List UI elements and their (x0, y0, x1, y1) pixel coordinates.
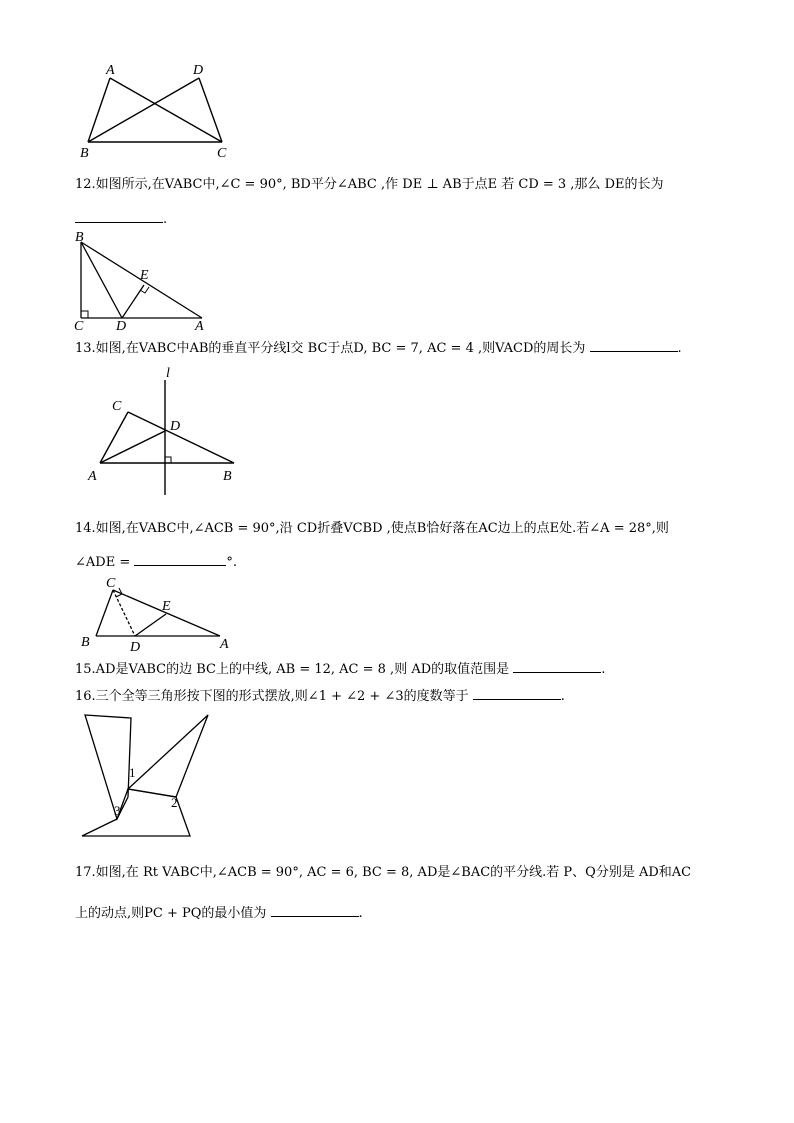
question-14-angle: ∠ADE = (75, 555, 131, 570)
answer-blank-17[interactable] (271, 904, 359, 917)
label-a: A (106, 63, 115, 78)
segment-bd (81, 242, 122, 318)
segment-ac (110, 78, 222, 142)
label-d: D (193, 63, 204, 78)
question-17-line1 (75, 864, 691, 882)
question-16: 16.三个全等三角形按下图的形式摆放,则∠1 + ∠2 + ∠3的度数等于 . (75, 689, 565, 704)
label-angle-3: 3 (114, 803, 121, 818)
question-13: 13.如图,在VABC中AB的垂直平分线l交 BC于点D, BC = 7, AC = 4 ,则VACD的周长为 . (75, 341, 682, 356)
label-c: C (217, 146, 227, 161)
label-c: C (74, 319, 84, 334)
label-angle-1: 1 (129, 765, 136, 780)
label-b: B (223, 469, 232, 484)
question-15: 15.AD是VABC的边 BC上的中线, AB = 12, AC = 8 ,则 AD的取值范围是 . (75, 662, 606, 677)
label-l: l (166, 366, 170, 381)
answer-blank-15[interactable] (513, 660, 601, 673)
label-angle-2: 2 (171, 795, 178, 810)
right-angle-c (81, 311, 88, 318)
label-e: E (140, 268, 149, 283)
figure-q14 (76, 572, 236, 654)
question-15-text: 15.AD是VABC的边 BC上的中线, AB = 12, AC = 8 ,则 AD的取值范围是 (75, 662, 510, 677)
label-b: B (75, 230, 84, 245)
label-c: C (106, 576, 116, 591)
question-14-text: 14.如图,在VABC中,∠ACB = 90°,沿 CD折叠VCBD ,使点B恰好落在AC边上的点E处.若∠A = 28°,则 (75, 521, 669, 536)
label-b: B (80, 146, 89, 161)
label-e: E (162, 599, 171, 614)
label-d: D (170, 419, 181, 434)
segment-ad (100, 431, 165, 463)
figure-q12 (68, 230, 218, 332)
answer-blank-16[interactable] (473, 687, 561, 700)
question-12-text: 12.如图所示,在VABC中,∠C = 90°, BD平分∠ABC ,作 DE ⊥ AB于点E 若 CD = 3 ,那么 DE的长为 (75, 177, 664, 192)
figure-q13 (84, 362, 244, 502)
label-c: C (112, 399, 122, 414)
label-a: A (195, 319, 204, 334)
label-d: D (116, 319, 127, 334)
question-13-text: 13.如图,在VABC中AB的垂直平分线l交 BC于点D, BC = 7, AC = 4 ,则VACD的周长为 (75, 341, 586, 356)
segment-cd (199, 78, 222, 142)
triangle-right (128, 715, 208, 797)
answer-blank-14[interactable] (134, 553, 226, 566)
triangle-left (85, 715, 131, 819)
question-12-answer: . (75, 210, 167, 229)
figure-q16 (78, 710, 218, 840)
answer-blank-12[interactable] (75, 210, 163, 223)
question-14-line1 (75, 520, 669, 538)
label-d: D (130, 640, 141, 655)
segment-de (135, 614, 166, 636)
segment-bd (88, 78, 199, 142)
label-b: B (81, 635, 90, 650)
question-17-tail: 上的动点,则PC + PQ的最小值为 (75, 906, 267, 921)
question-17-line2: 上的动点,则PC + PQ的最小值为 . (75, 906, 363, 921)
segment-cb (128, 412, 234, 463)
segment-cb (96, 590, 113, 636)
segment-ab (88, 78, 110, 142)
question-16-text: 16.三个全等三角形按下图的形式摆放,则∠1 + ∠2 + ∠3的度数等于 (75, 689, 469, 704)
answer-blank-13[interactable] (590, 339, 678, 352)
question-14-line2: ∠ADE = °. (75, 555, 237, 570)
question-12 (75, 176, 663, 194)
label-a: A (88, 469, 97, 484)
label-a: A (220, 637, 229, 652)
figure-abcd (70, 58, 250, 163)
right-angle-mark (165, 457, 171, 463)
question-17-text: 17.如图,在 Rt VABC中,∠ACB = 90°, AC = 6, BC = 8, AD是∠BAC的平分线.若 P、Q分别是 AD和AC (75, 865, 692, 880)
